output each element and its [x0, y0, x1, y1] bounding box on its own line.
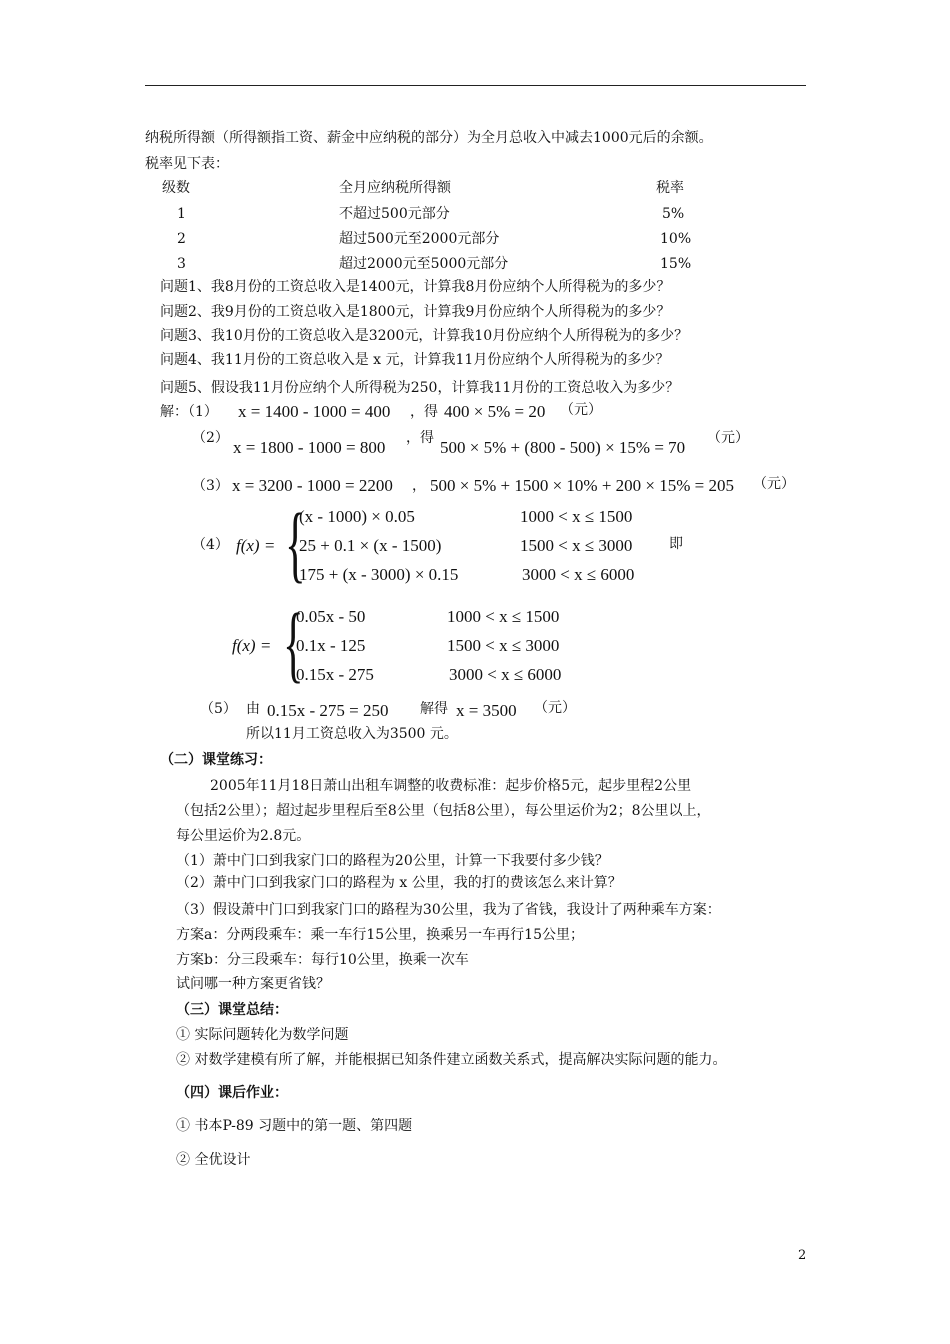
- section-2-paragraph: 每公里运价为2.8元。: [176, 828, 311, 844]
- solution-3-mid: ，: [412, 478, 426, 494]
- question-5: 问题5、假设我11月份应纳个人所得税为250，计算我11月份的工资总收入为多少？: [160, 380, 680, 396]
- question-3: 问题3、我10月份的工资总收入是3200元，计算我10月份应纳个人所得税为的多少？: [160, 328, 689, 344]
- table-cell: 2: [177, 231, 186, 247]
- solution-3-unit: （元）: [753, 476, 795, 492]
- case-expr: 0.05x - 50: [296, 607, 366, 626]
- piecewise-function-name: f(x) =: [236, 536, 276, 555]
- table-cell: 超过2000元至5000元部分: [339, 256, 509, 272]
- solution-1-label: 解：（1）: [160, 404, 218, 420]
- solution-1-calc: 400 × 5% = 20: [444, 402, 546, 421]
- case-cond: 1500 < x ≤ 3000: [520, 536, 633, 555]
- solution-3-calc: 500 × 5% + 1500 × 10% + 200 × 15% = 205: [430, 476, 735, 495]
- solution-3-math: x = 3200 - 1000 = 2200: [232, 476, 393, 495]
- solution-1-mid: ，得: [410, 404, 438, 420]
- question-1: 问题1、我8月份的工资总收入是1400元，计算我8月份应纳个人所得税为的多少？: [160, 279, 671, 295]
- case-expr: 175 + (x - 3000) × 0.15: [299, 565, 459, 584]
- case-expr: (x - 1000) × 0.05: [299, 507, 415, 526]
- solution-2-unit: （元）: [707, 430, 749, 446]
- table-cell: 3: [177, 256, 186, 272]
- solution-5-math: 0.15x - 275 = 250: [267, 701, 389, 720]
- solution-5-pre: 由: [246, 701, 260, 717]
- table-header-income: 全月应纳税所得额: [339, 180, 451, 196]
- solution-2-label: （2）: [192, 430, 229, 446]
- solution-5-label: （5）: [200, 701, 237, 717]
- solution-2-math: x = 1800 - 1000 = 800: [233, 438, 386, 457]
- section-2-heading: （二）课堂练习：: [160, 752, 272, 768]
- left-brace: {: [283, 595, 304, 691]
- table-cell: 15%: [660, 256, 692, 272]
- table-cell: 超过500元至2000元部分: [339, 231, 500, 247]
- page-number: 2: [798, 1248, 807, 1263]
- intro-line-2: 税率见下表：: [145, 156, 229, 172]
- section-2-paragraph: （包括2公里）；超过起步里程后至8公里（包括8公里），每公里运价为2；8公里以上，: [176, 803, 711, 819]
- case-cond: 1000 < x ≤ 1500: [520, 507, 633, 526]
- exercise-question-3: （3）假设萧中门口到我家门口的路程为30公里，我为了省钱，我设计了两种乘车方案：: [176, 902, 721, 918]
- solution-2-mid: ，得: [406, 430, 434, 446]
- exercise-question-1: （1）萧中门口到我家门口的路程为20公里，计算一下我要付多少钱？: [176, 853, 609, 869]
- summary-item-2: ② 对数学建模有所了解，并能根据已知条件建立函数关系式，提高解决实际问题的能力。: [176, 1052, 727, 1068]
- solution-5-mid: 解得: [420, 701, 448, 717]
- question-2: 问题2、我9月份的工资总收入是1800元，计算我9月份应纳个人所得税为的多少？: [160, 304, 671, 320]
- question-4: 问题4、我11月份的工资总收入是 x 元，计算我11月份应纳个人所得税为的多少？: [160, 352, 670, 368]
- section-2-paragraph: 2005年11月18日萧山出租车调整的收费标准：起步价格5元，起步里程2公里: [210, 778, 692, 794]
- case-expr: 0.15x - 275: [296, 665, 374, 684]
- table-cell: 5%: [662, 206, 685, 222]
- header-rule: [145, 85, 806, 86]
- solution-5-conclusion: 所以11月工资总收入为3500 元。: [246, 726, 458, 742]
- solution-3-label: （3）: [192, 478, 229, 494]
- section-4-heading: （四）课后作业：: [176, 1085, 288, 1101]
- table-header-rate: 税率: [656, 180, 684, 196]
- solution-1-unit: （元）: [560, 402, 602, 418]
- plan-a: 方案a：分两段乘车：乘一车行15公里，换乘另一车再行15公里；: [176, 927, 584, 943]
- solution-4-label: （4）: [192, 537, 229, 553]
- case-cond: 1500 < x ≤ 3000: [447, 636, 560, 655]
- case-expr: 0.1x - 125: [296, 636, 366, 655]
- left-brace: {: [285, 495, 306, 591]
- plan-b: 方案b：分三段乘车：每行10公里，换乘一次车: [176, 952, 469, 968]
- table-header-level: 级数: [162, 180, 190, 196]
- solution-2-calc: 500 × 5% + (800 - 500) × 15% = 70: [440, 438, 686, 457]
- piecewise-function-name-2: f(x) =: [232, 636, 272, 655]
- table-cell: 10%: [660, 231, 692, 247]
- solution-5-result: x = 3500: [456, 701, 517, 720]
- homework-item-2: ② 全优设计: [176, 1152, 251, 1168]
- table-cell: 不超过500元部分: [339, 206, 450, 222]
- case-cond: 1000 < x ≤ 1500: [447, 607, 560, 626]
- case-cond: 3000 < x ≤ 6000: [522, 565, 635, 584]
- solution-4-tail: 即: [669, 536, 683, 552]
- summary-item-1: ① 实际问题转化为数学问题: [176, 1027, 349, 1043]
- table-cell: 1: [177, 206, 186, 222]
- section-3-heading: （三）课堂总结：: [176, 1002, 288, 1018]
- case-cond: 3000 < x ≤ 6000: [449, 665, 562, 684]
- exercise-ask: 试问哪一种方案更省钱？: [176, 976, 330, 992]
- intro-line-1: 纳税所得额（所得额指工资、薪金中应纳税的部分）为全月总收入中减去1000元后的余额。: [145, 130, 713, 146]
- exercise-question-2: （2）萧中门口到我家门口的路程为 x 公里，我的打的费该怎么来计算？: [176, 875, 622, 891]
- case-expr: 25 + 0.1 × (x - 1500): [299, 536, 442, 555]
- homework-item-1: ① 书本P-89 习题中的第一题、第四题: [176, 1118, 413, 1134]
- solution-5-unit: （元）: [534, 700, 576, 716]
- solution-1-math: x = 1400 - 1000 = 400: [238, 402, 391, 421]
